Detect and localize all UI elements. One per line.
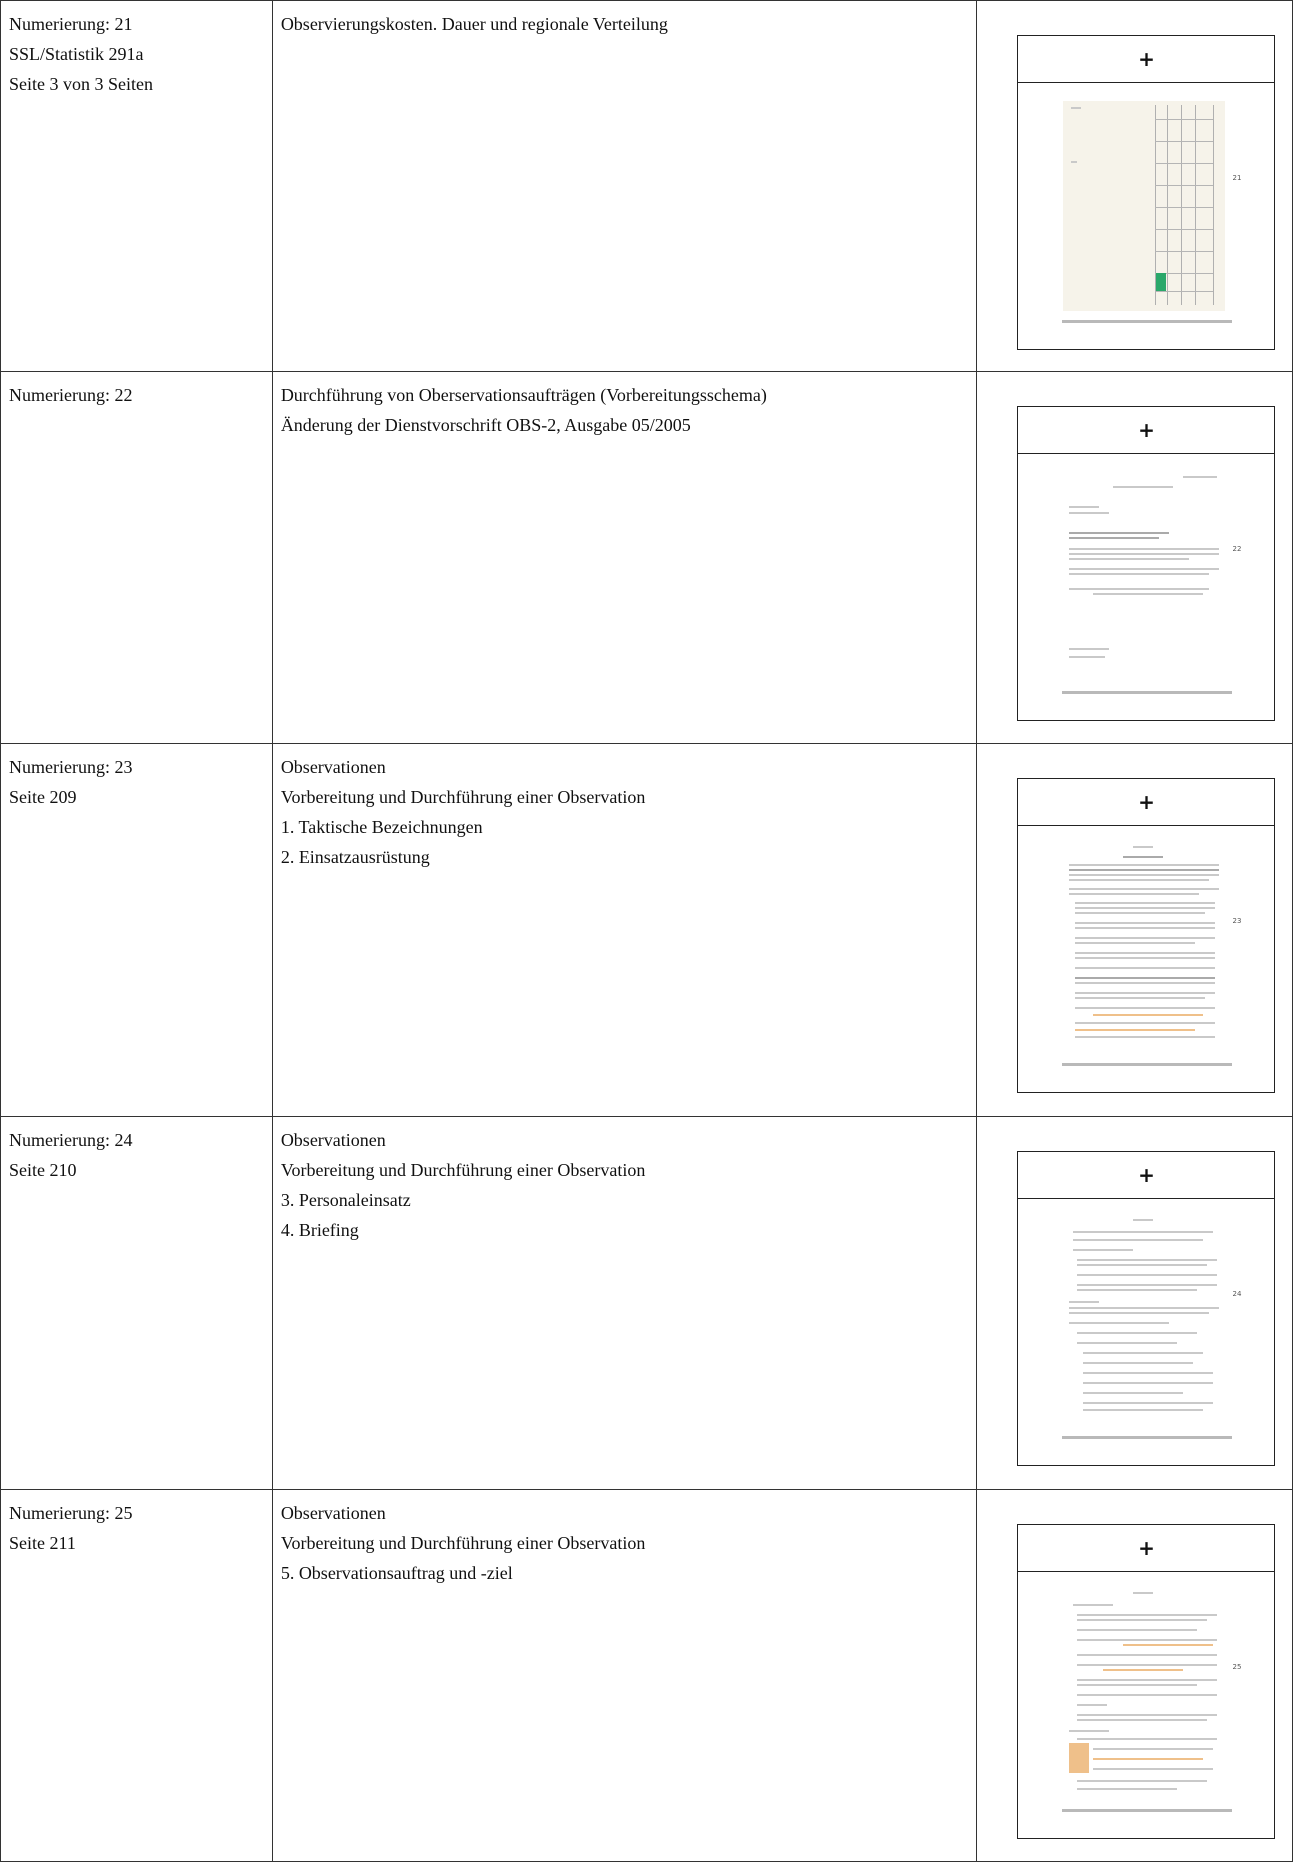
thumbnail-footer	[1062, 1809, 1232, 1812]
thumbnail-footer	[1062, 320, 1232, 323]
description-line: 4. Briefing	[280, 1220, 359, 1240]
description-line: 3. Personaleinsatz	[280, 1190, 411, 1210]
description-line: 2. Einsatzausrüstung	[280, 847, 430, 867]
preview-cell	[977, 1490, 1293, 1862]
page-number: 25	[1232, 1663, 1242, 1671]
document-preview[interactable]	[1017, 778, 1275, 1093]
table-row	[1, 1490, 1293, 1862]
thumbnail-footer	[1062, 691, 1232, 694]
description-line: Observationen	[280, 1503, 386, 1523]
numbering-label: Numerierung: 24	[9, 1130, 133, 1150]
thumbnail-footer	[1062, 1436, 1232, 1439]
expand-plus-icon[interactable]: +	[1018, 1152, 1274, 1199]
page-number: 21	[1232, 174, 1242, 182]
description-line: Vorbereitung und Durchführung einer Observation	[280, 1533, 646, 1553]
page-thumbnail[interactable]	[1063, 1217, 1225, 1427]
document-preview[interactable]	[1017, 1524, 1275, 1839]
meta-line: Seite 211	[9, 1533, 76, 1553]
description-line: 1. Taktische Bezeichnungen	[280, 817, 483, 837]
expand-plus-icon[interactable]: +	[1018, 407, 1274, 454]
page-number: 24	[1232, 1290, 1242, 1298]
page-thumbnail[interactable]	[1063, 472, 1225, 682]
numbering-cell	[1, 1, 273, 372]
page-thumbnail[interactable]	[1063, 844, 1225, 1054]
page-thumbnail[interactable]	[1063, 101, 1225, 311]
description-line: Observationen	[280, 757, 386, 777]
preview-cell	[977, 372, 1293, 744]
meta-line: Seite 3 von 3 Seiten	[9, 74, 153, 94]
page-thumbnail[interactable]	[1063, 1590, 1225, 1800]
meta-line: Seite 210	[9, 1160, 77, 1180]
description-line: Änderung der Dienstvorschrift OBS-2, Ausgabe 05/2005	[280, 415, 691, 435]
document-preview[interactable]	[1017, 1151, 1275, 1466]
table-row	[1, 744, 1293, 1117]
numbering-label: Numerierung: 21	[9, 14, 133, 34]
numbering-label: Numerierung: 23	[9, 757, 133, 777]
description-line: Observierungskosten. Dauer und regionale Verteilung	[280, 14, 668, 34]
numbering-label: Numerierung: 25	[9, 1503, 133, 1523]
expand-plus-icon[interactable]: +	[1018, 36, 1274, 83]
description-line: Durchführung von Oberservationsaufträgen (Vorbereitungsschema)	[280, 385, 767, 405]
preview-cell	[977, 744, 1293, 1117]
table-row	[1, 1, 1293, 372]
description-cell	[272, 1117, 977, 1490]
numbering-cell	[1, 1490, 273, 1862]
description-cell	[272, 1, 977, 372]
numbering-cell	[1, 1117, 273, 1490]
description-cell	[272, 1490, 977, 1862]
document-preview[interactable]	[1017, 35, 1275, 350]
page-number: 22	[1232, 545, 1242, 553]
description-cell	[272, 744, 977, 1117]
expand-plus-icon[interactable]: +	[1018, 1525, 1274, 1572]
preview-cell	[977, 1, 1293, 372]
thumbnail-footer	[1062, 1063, 1232, 1066]
meta-line: SSL/Statistik 291a	[9, 44, 144, 64]
meta-line: Seite 209	[9, 787, 77, 807]
numbering-label: Numerierung: 22	[9, 385, 133, 405]
preview-cell	[977, 1117, 1293, 1490]
table-row	[1, 1117, 1293, 1490]
expand-plus-icon[interactable]: +	[1018, 779, 1274, 826]
numbering-cell	[1, 744, 273, 1117]
table-row	[1, 372, 1293, 744]
description-line: Observationen	[280, 1130, 386, 1150]
description-line: Vorbereitung und Durchführung einer Observation	[280, 787, 646, 807]
description-line: Vorbereitung und Durchführung einer Observation	[280, 1160, 646, 1180]
document-preview[interactable]	[1017, 406, 1275, 721]
description-line: 5. Observationsauftrag und -ziel	[280, 1563, 513, 1583]
numbering-cell	[1, 372, 273, 744]
description-cell	[272, 372, 977, 744]
page-number: 23	[1232, 917, 1242, 925]
